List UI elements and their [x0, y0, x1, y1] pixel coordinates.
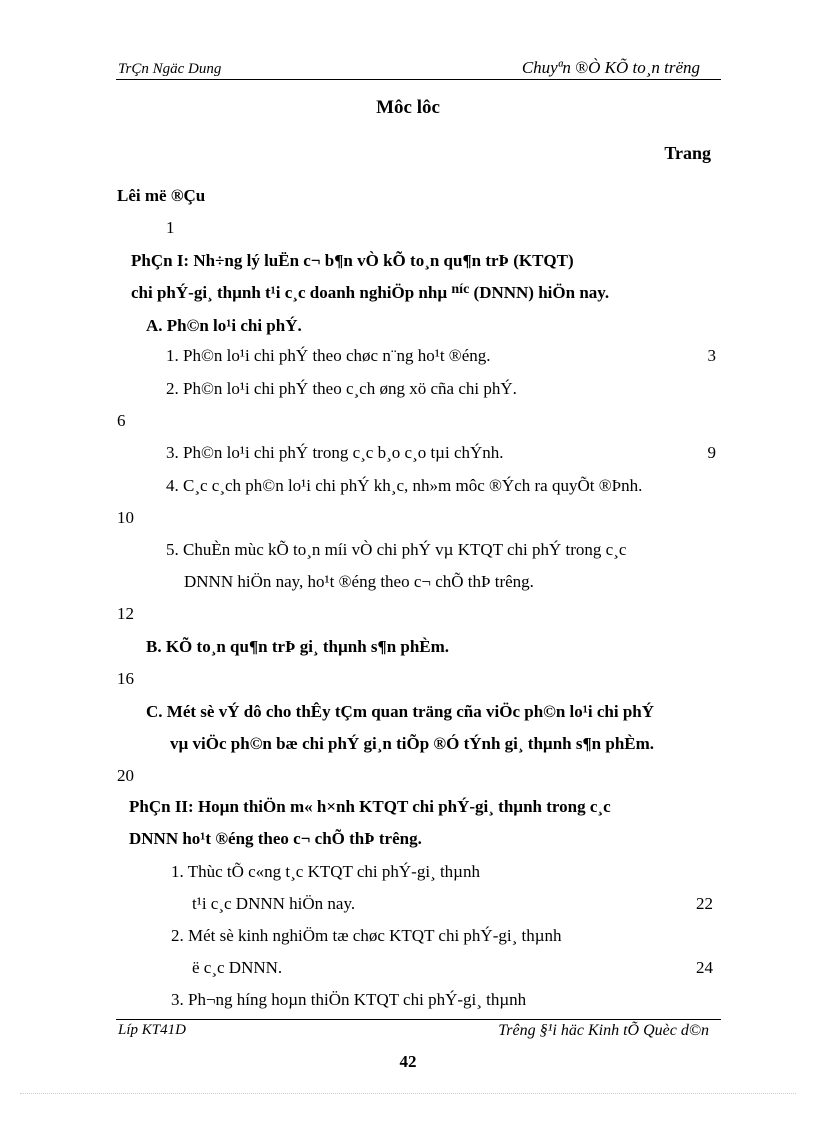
toc-entry-ii1-line2: t¹i c¸c DNNN hiÖn nay. — [192, 894, 356, 913]
toc-part1-line1: PhÇn I: Nh÷ng lý luËn c¬ b¶n vÒ kÕ to¸n qu¶n trÞ (KTQT) — [131, 251, 574, 270]
toc-page-a5: 12 — [117, 604, 134, 623]
toc-part2-line1: PhÇn II: Hoµn thiÖn m« h×nh KTQT chi phÝ-gi¸ thµnh trong c¸c — [129, 797, 611, 816]
toc-page-a1: 3 — [707, 346, 716, 365]
toc-page-a2: 6 — [117, 411, 126, 430]
page-number: 42 — [399, 1052, 417, 1071]
toc-page-c: 20 — [117, 766, 134, 785]
toc-entry-a3: 3. Ph©n lo¹i chi phÝ trong c¸c b¸o c¸o tµi chÝnh. — [166, 443, 504, 462]
toc-entry-ii2-line2: ë c¸c DNNN. — [192, 958, 283, 977]
toc-entry-ii2-line1: 2. Mét sè kinh nghiÖm tæ chøc KTQT chi phÝ-gi¸ thµnh — [171, 926, 562, 945]
toc-section-c-line1: C. Mét sè vÝ dô cho thÊy tÇm quan träng cña viÖc ph©n lo¹i chi phÝ — [146, 702, 655, 721]
toc-entry-a1: 1. Ph©n lo¹i chi phÝ theo chøc n¨ng ho¹t ®éng. — [166, 346, 491, 365]
toc-page-a4: 10 — [117, 508, 134, 527]
toc-page-a3: 9 — [707, 443, 716, 462]
header-author: TrÇn Ngäc Dung — [118, 61, 222, 77]
toc-entry-a5-line2: DNNN hiÖn nay, ho¹t ®éng theo c¬ chÕ thÞ trêng. — [184, 572, 534, 591]
footer-class: Líp KT41D — [118, 1022, 186, 1038]
toc-entry-ii1-line1: 1. Thùc tÕ c«ng t¸c KTQT chi phÝ-gi¸ thµnh — [171, 862, 480, 881]
toc-section-a: A. Ph©n lo¹i chi phÝ. — [146, 316, 302, 335]
toc-section-b: B. KÕ to¸n qu¶n trÞ gi¸ thµnh s¶n phÈm. — [146, 637, 450, 656]
footer-rule — [116, 1019, 721, 1020]
toc-part1-line2a: chi phÝ-gi¸ thµnh t¹i c¸c doanh nghiÖp nhµ — [131, 283, 448, 302]
toc-entry-a5-line1: 5. ChuÈn mùc kÕ to¸n míi vÒ chi phÝ vµ KTQT chi phÝ trong c¸c — [166, 540, 627, 559]
toc-part2-line2: DNNN ho¹t ®éng theo c¬ chÕ thÞ trêng. — [129, 829, 422, 848]
bottom-dotted-divider — [20, 1093, 796, 1094]
toc-entry-a4: 4. C¸c c¸ch ph©n lo¹i chi phÝ kh¸c, nh»m môc ®Ých ra quyÕt ®Þnh. — [166, 476, 643, 495]
page-title: Môc lôc — [376, 97, 440, 118]
header-topic: Chuyªn ®Ò KÕ to¸n trëng — [521, 58, 700, 77]
footer-university: Trêng §¹i häc Kinh tÕ Quèc d©n — [498, 1022, 709, 1039]
toc-part1-line2b: níc — [451, 282, 470, 297]
toc-page-foreword: 1 — [166, 218, 175, 237]
trang-label: Trang — [664, 143, 711, 163]
toc-entry-ii3-line1: 3. Ph¬ng híng hoµn thiÖn KTQT chi phÝ-gi¸ thµnh — [171, 990, 527, 1009]
toc-part1-line2 — [131, 283, 609, 303]
toc-entry-foreword: Lêi më ®Çu — [117, 186, 206, 205]
toc-page-b: 16 — [117, 669, 134, 688]
toc-part1-line2c: (DNNN) hiÖn nay. — [473, 283, 610, 302]
header-rule — [116, 79, 721, 80]
toc-entry-a2: 2. Ph©n lo¹i chi phÝ theo c¸ch øng xö cña chi phÝ. — [166, 379, 517, 398]
toc-section-c-line2: vµ viÖc ph©n bæ chi phÝ gi¸n tiÕp ®Ó tÝnh gi¸ thµnh s¶n phÈm. — [170, 734, 655, 753]
toc-page-ii1: 22 — [696, 894, 713, 913]
toc-page-ii2: 24 — [696, 958, 713, 977]
